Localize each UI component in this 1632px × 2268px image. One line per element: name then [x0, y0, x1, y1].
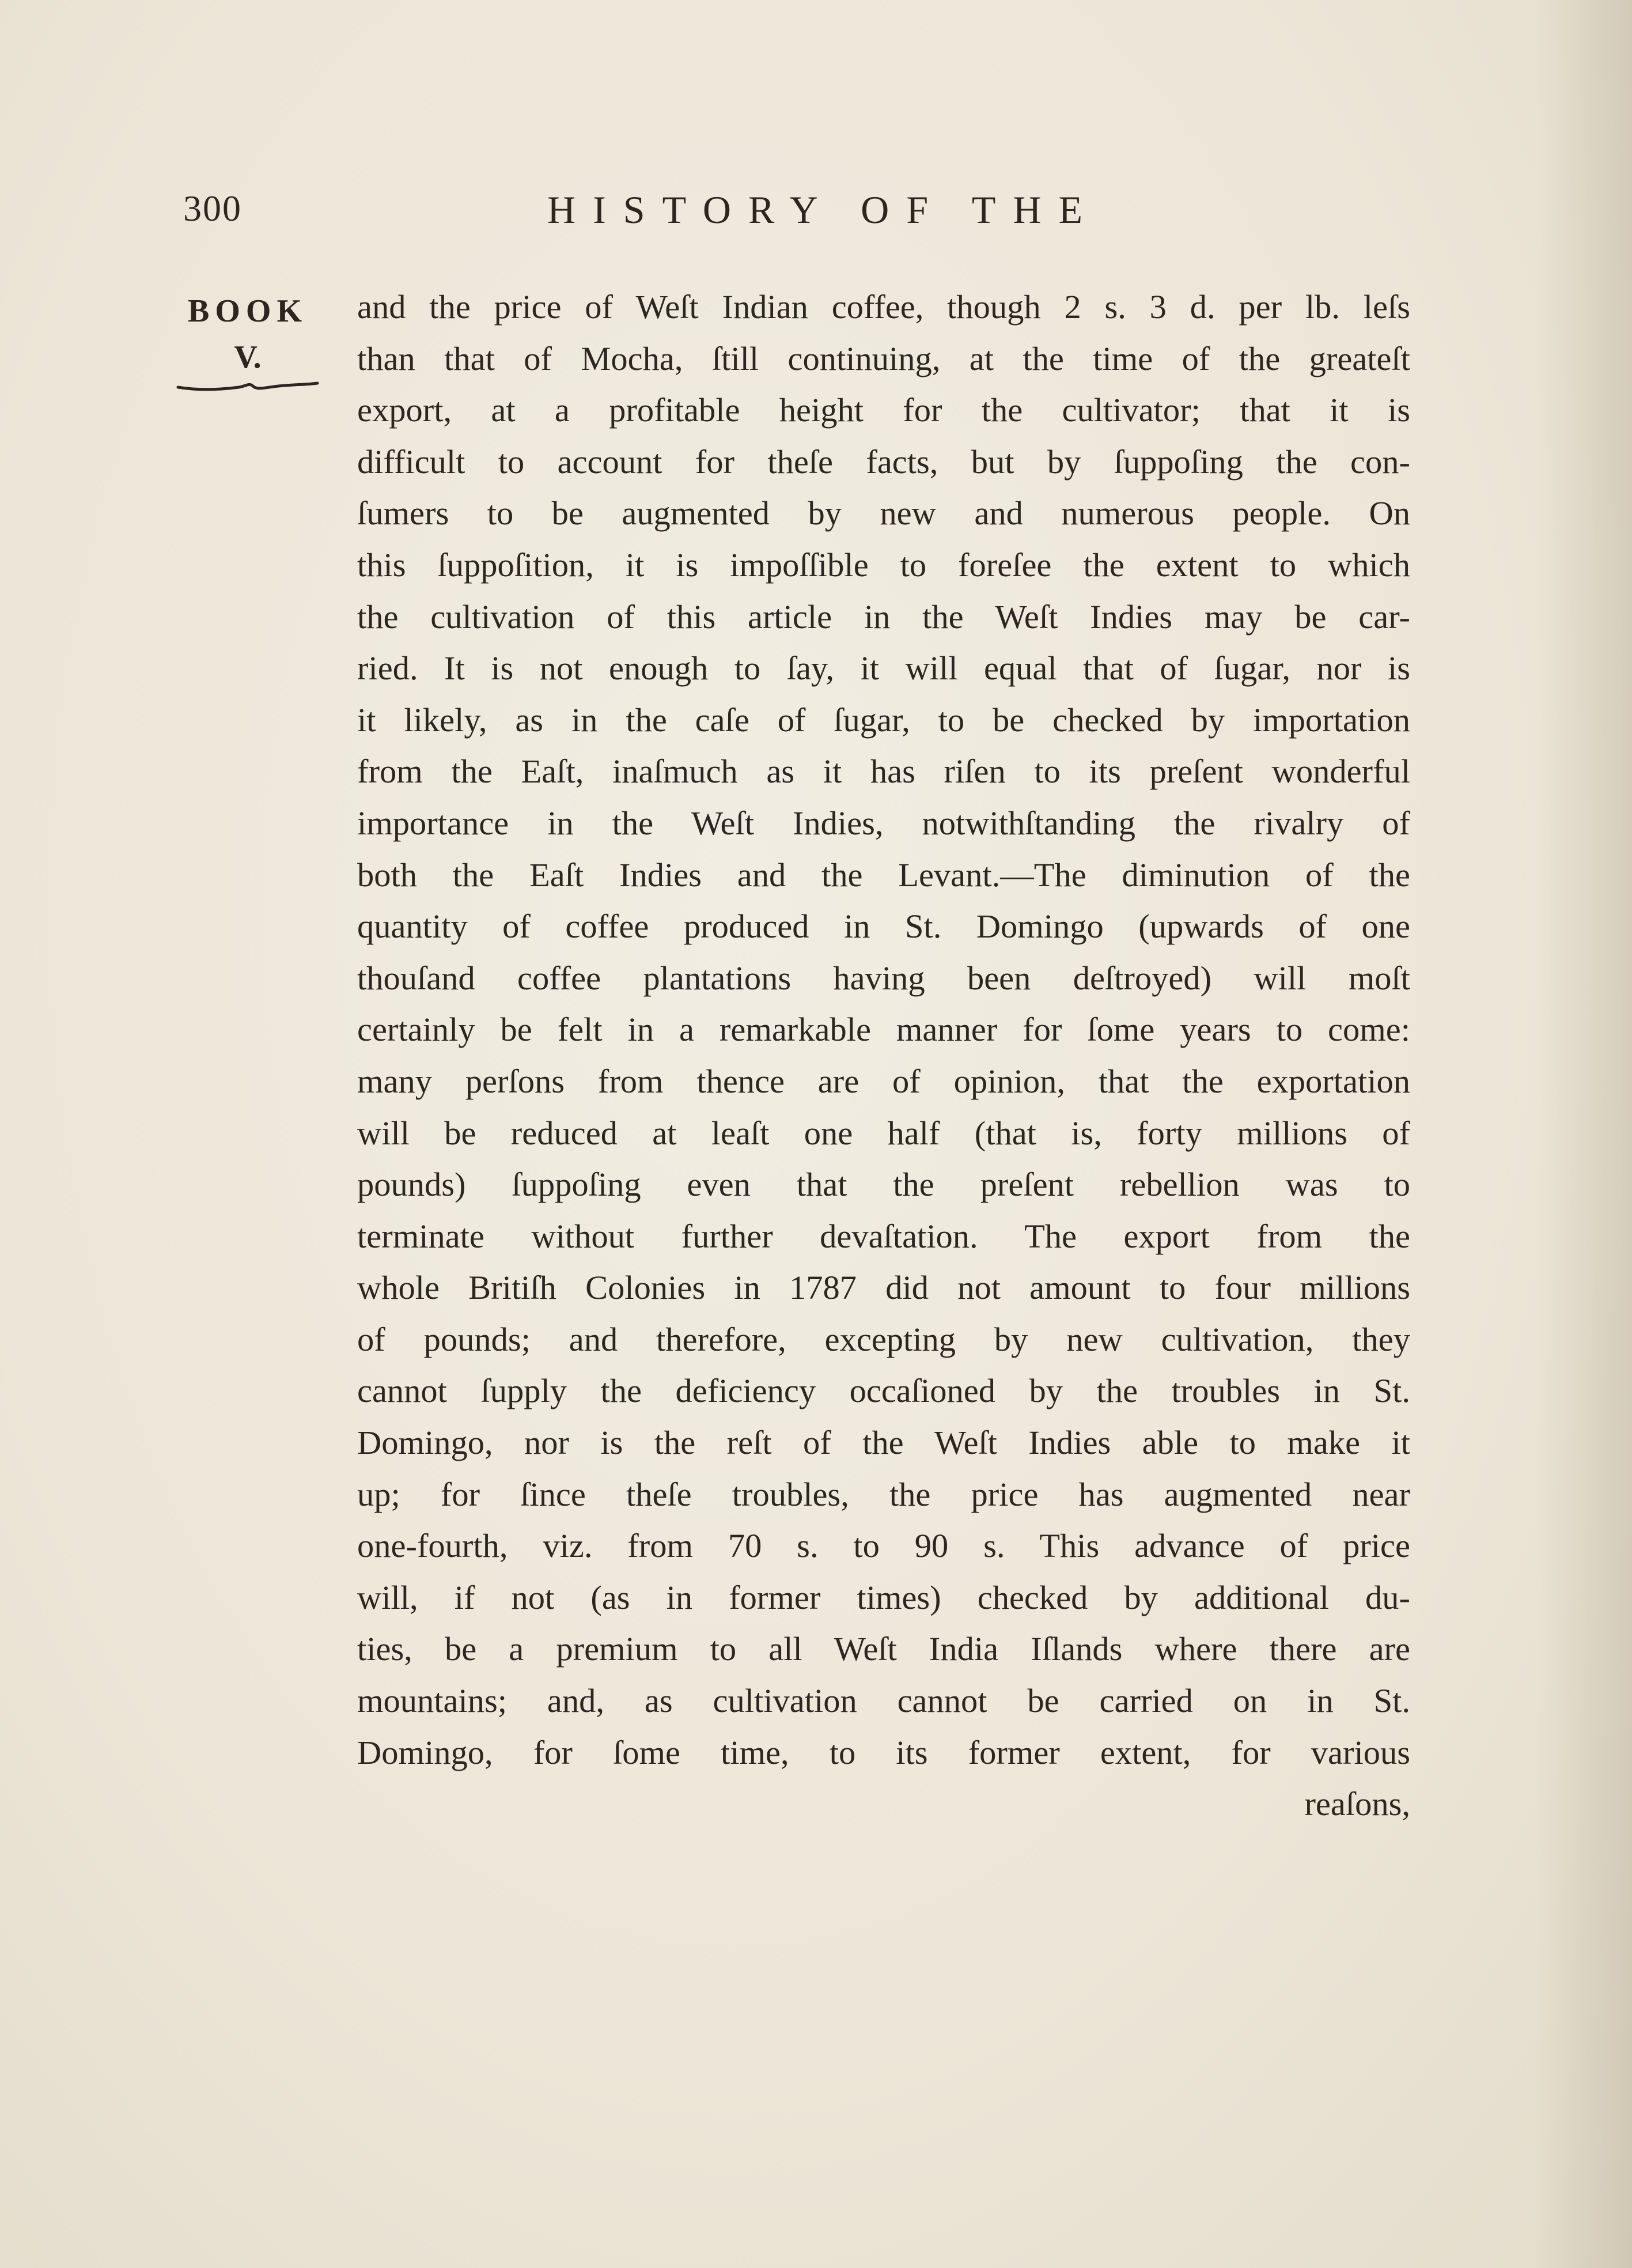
text-line: difficult to account for theſe facts, but by ſuppoſing the con-: [357, 443, 1410, 481]
text-line: Domingo, nor is the reſt of the Weſt Indies able to make it: [357, 1424, 1410, 1462]
text-line: will be reduced at leaſt one half (that is, forty millions of: [357, 1114, 1410, 1152]
text-line: and the price of Weſt Indian coffee, though 2 s. 3 d. per lb. leſs: [357, 288, 1410, 326]
margin-book-label: BOOK: [187, 293, 308, 329]
text-line: many perſons from thence are of opinion, that the exportation: [357, 1062, 1410, 1100]
text-line: of pounds; and therefore, excepting by new cultivation, they: [357, 1320, 1410, 1358]
text-line: importance in the Weſt Indies, notwithſtanding the rivalry of: [357, 804, 1410, 842]
margin-swash-ornament: [176, 381, 320, 392]
text-line: one-fourth, viz. from 70 s. to 90 s. This advance of price: [357, 1527, 1410, 1565]
text-line: this ſuppoſition, it is impoſſible to foreſee the extent to which: [357, 546, 1410, 584]
margin-volume-label: V.: [234, 339, 262, 375]
text-line: thouſand coffee plantations having been deſtroyed) will moſt: [357, 959, 1410, 997]
running-head: HISTORY OF THE: [547, 188, 1100, 232]
text-line: pounds) ſuppoſing even that the preſent rebellion was to: [357, 1166, 1410, 1204]
text-line: whole Britiſh Colonies in 1787 did not amount to four millions: [357, 1269, 1410, 1307]
text-line: export, at a profitable height for the cultivator; that it is: [357, 391, 1410, 429]
body-text: [357, 281, 1410, 1830]
text-line: both the Eaſt Indies and the Levant.—The diminution of the: [357, 856, 1410, 894]
text-line: mountains; and, as cultivation cannot be carried on in St.: [357, 1682, 1410, 1720]
text-line: ties, be a premium to all Weſt India Iſlands where there are: [357, 1630, 1410, 1668]
text-line: the cultivation of this article in the Weſt Indies may be car-: [357, 598, 1410, 636]
margin-note: [173, 288, 323, 392]
text-line: terminate without further devaſtation. The export from the: [357, 1217, 1410, 1255]
text-line: will, if not (as in former times) checked by additional du-: [357, 1578, 1410, 1616]
page-number: 300: [183, 188, 242, 229]
text-line: quantity of coffee produced in St. Domingo (upwards of one: [357, 908, 1410, 946]
text-line: it likely, as in the caſe of ſugar, to be checked by importation: [357, 701, 1410, 739]
text-line: ſumers to be augmented by new and numerous people. On: [357, 494, 1410, 532]
text-line: cannot ſupply the deficiency occaſioned by the troubles in St.: [357, 1372, 1410, 1410]
text-line: Domingo, for ſome time, to its former extent, for various: [357, 1733, 1410, 1771]
text-line: up; for ſince theſe troubles, the price has augmented near: [357, 1475, 1410, 1513]
page-gutter-shadow: [1534, 0, 1632, 2268]
text-line: than that of Mocha, ſtill continuing, at the time of the greateſt: [357, 339, 1410, 377]
catchword: reaſons,: [1304, 1785, 1410, 1823]
text-line: from the Eaſt, inaſmuch as it has riſen to its preſent wonderful: [357, 753, 1410, 791]
text-line: ried. It is not enough to ſay, it will equal that of ſugar, nor is: [357, 649, 1410, 687]
text-line: certainly be felt in a remarkable manner for ſome years to come:: [357, 1011, 1410, 1049]
